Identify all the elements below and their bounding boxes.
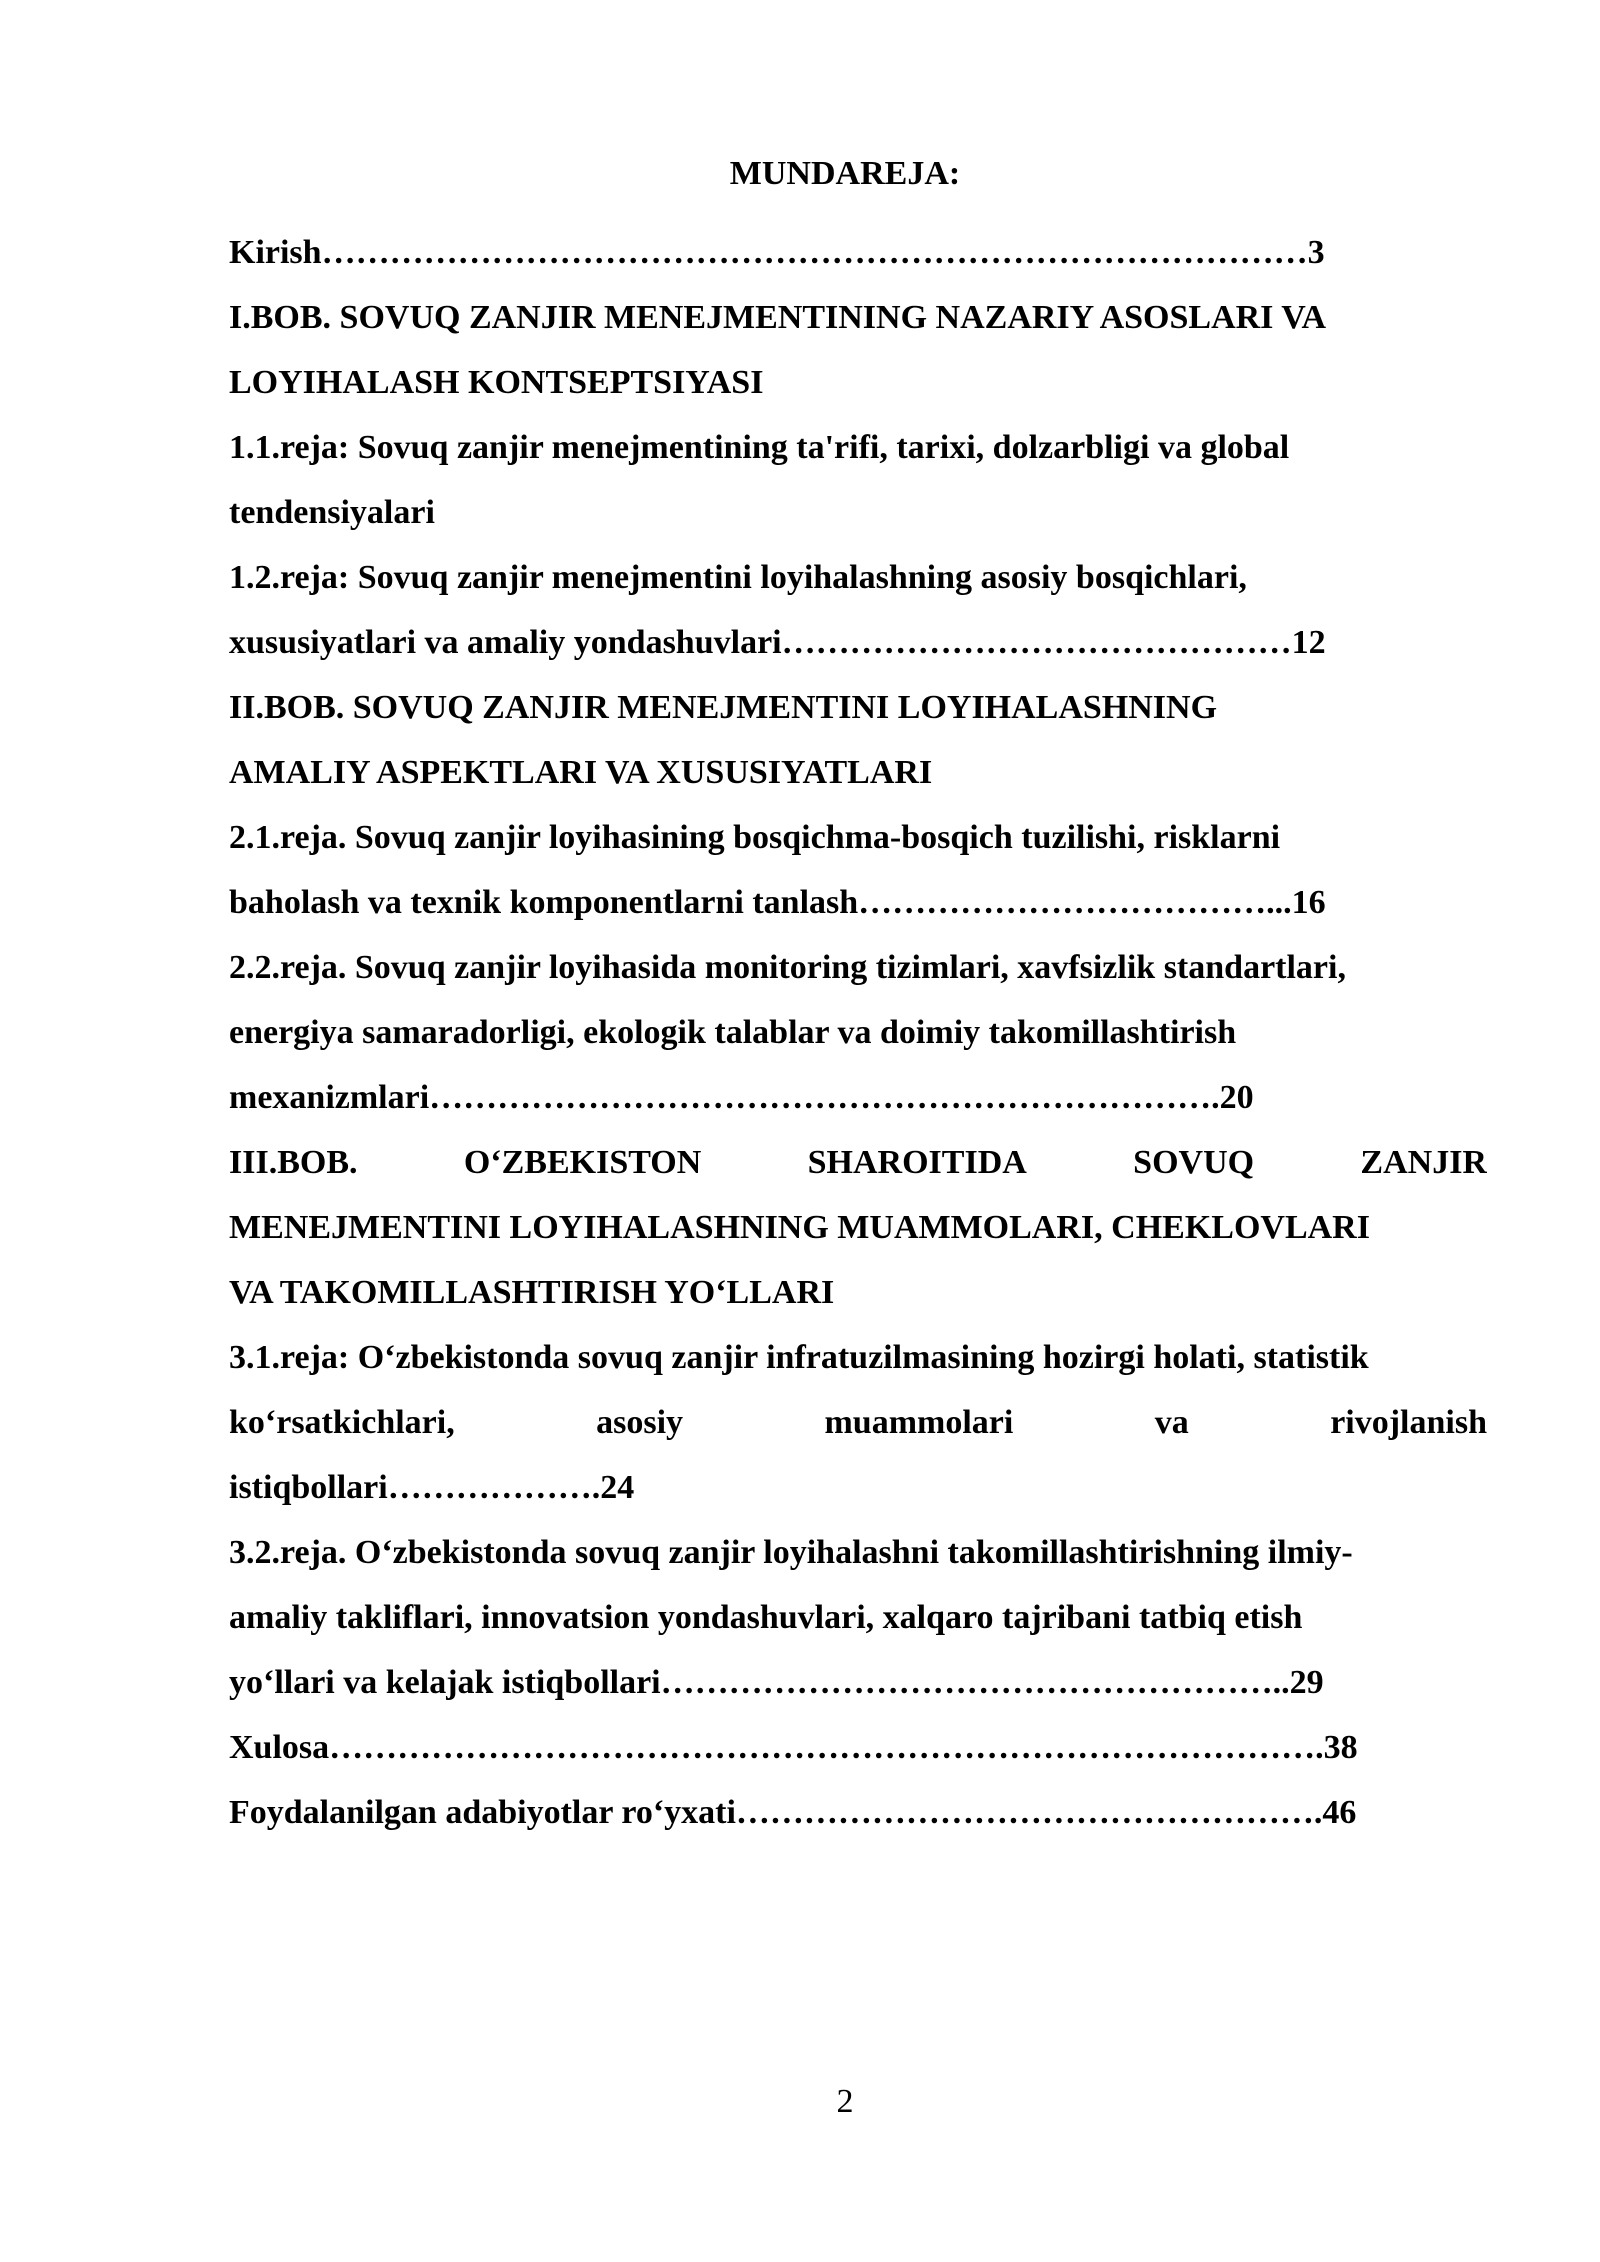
toc-section-3-1-word: asosiy [596,1404,684,1441]
toc-section-3-1-cont [229,1390,1487,1455]
toc-chapter-3-heading [229,1130,1487,1195]
toc-section-2-2-cont: energiya samaradorligi, ekologik talablar va doimiy takomillashtirish [229,1014,1237,1051]
toc-chapter-1-heading-cont: LOYIHALASH KONTSEPTSIYASI [229,364,764,401]
toc-chapter-3-word: SOVUQ [1133,1144,1255,1181]
toc-section-3-1-word: rivojlanish [1330,1404,1487,1441]
toc-chapter-2-heading-cont: AMALIY ASPEKTLARI VA XUSUSIYATLARI [229,754,933,791]
toc-entry-introduction: Kirish……………………………………………………………………………3 [229,234,1325,271]
table-of-contents [229,220,1487,1845]
toc-section-3-1-word: muammolari [824,1404,1014,1441]
toc-section-3-2-cont: amaliy takliflari, innovatsion yondashuvlari, xalqaro tajribani tatbiq etish [229,1599,1303,1636]
toc-section-3-1-word: ko‘rsatkichlari, [229,1404,455,1441]
toc-chapter-3-word: O‘ZBEKISTON [463,1144,702,1181]
page-number: 2 [836,2083,854,2120]
toc-section-2-1: 2.1.reja. Sovuq zanjir loyihasining bosqichma-bosqich tuzilishi, risklarni [229,819,1281,856]
toc-section-2-2: 2.2.reja. Sovuq zanjir loyihasida monitoring tizimlari, xavfsizlik standartlari, [229,949,1346,986]
toc-chapter-1-heading: I.BOB. SOVUQ ZANJIR MENEJMENTINING NAZARIY ASOSLARI VA [229,299,1327,336]
toc-section-2-1-cont: baholash va texnik komponentlarni tanlash………………………………...16 [229,884,1326,921]
toc-chapter-3-heading-cont-2: VA TAKOMILLASHTIRISH YO‘LLARI [229,1274,835,1311]
toc-chapter-2-heading: II.BOB. SOVUQ ZANJIR MENEJMENTINI LOYIHALASHNING [229,689,1218,726]
toc-section-1-1: 1.1.reja: Sovuq zanjir menejmentining ta'rifi, tarixi, dolzarbligi va global [229,429,1290,466]
toc-entry-conclusion: Xulosa…………………………………………………………………………….38 [229,1729,1358,1766]
toc-section-1-2-cont: xususiyatlari va amaliy yondashuvlari………………………………………12 [229,624,1326,661]
toc-section-3-1-word: va [1154,1404,1189,1441]
toc-section-3-2-cont-2: yo‘llari va kelajak istiqbollari………………………………………………..29 [229,1664,1324,1701]
toc-title: MUNDAREJA: [729,155,961,192]
toc-chapter-3-word: SHAROITIDA [807,1144,1027,1181]
toc-section-2-2-cont-2: mexanizmlari…………………………………………………………….20 [229,1079,1254,1116]
toc-chapter-3-word: III.BOB. [229,1144,358,1181]
toc-chapter-3-heading-cont: MENEJMENTINI LOYIHALASHNING MUAMMOLARI, CHEKLOVLARI [229,1209,1370,1246]
toc-entry-references: Foydalanilgan adabiyotlar ro‘yxati…………………………………………….46 [229,1794,1357,1831]
toc-section-3-1: 3.1.reja: O‘zbekistonda sovuq zanjir infratuzilmasining hozirgi holati, statistik [229,1339,1369,1376]
toc-section-1-1-cont: tendensiyalari [229,494,435,531]
toc-section-3-2: 3.2.reja. O‘zbekistonda sovuq zanjir loyihalashni takomillashtirishning ilmiy- [229,1534,1353,1571]
toc-section-1-2: 1.2.reja: Sovuq zanjir menejmentini loyihalashning asosiy bosqichlari, [229,559,1247,596]
toc-chapter-3-word: ZANJIR [1360,1144,1487,1181]
toc-section-3-1-cont-2: istiqbollari……………….24 [229,1469,635,1506]
